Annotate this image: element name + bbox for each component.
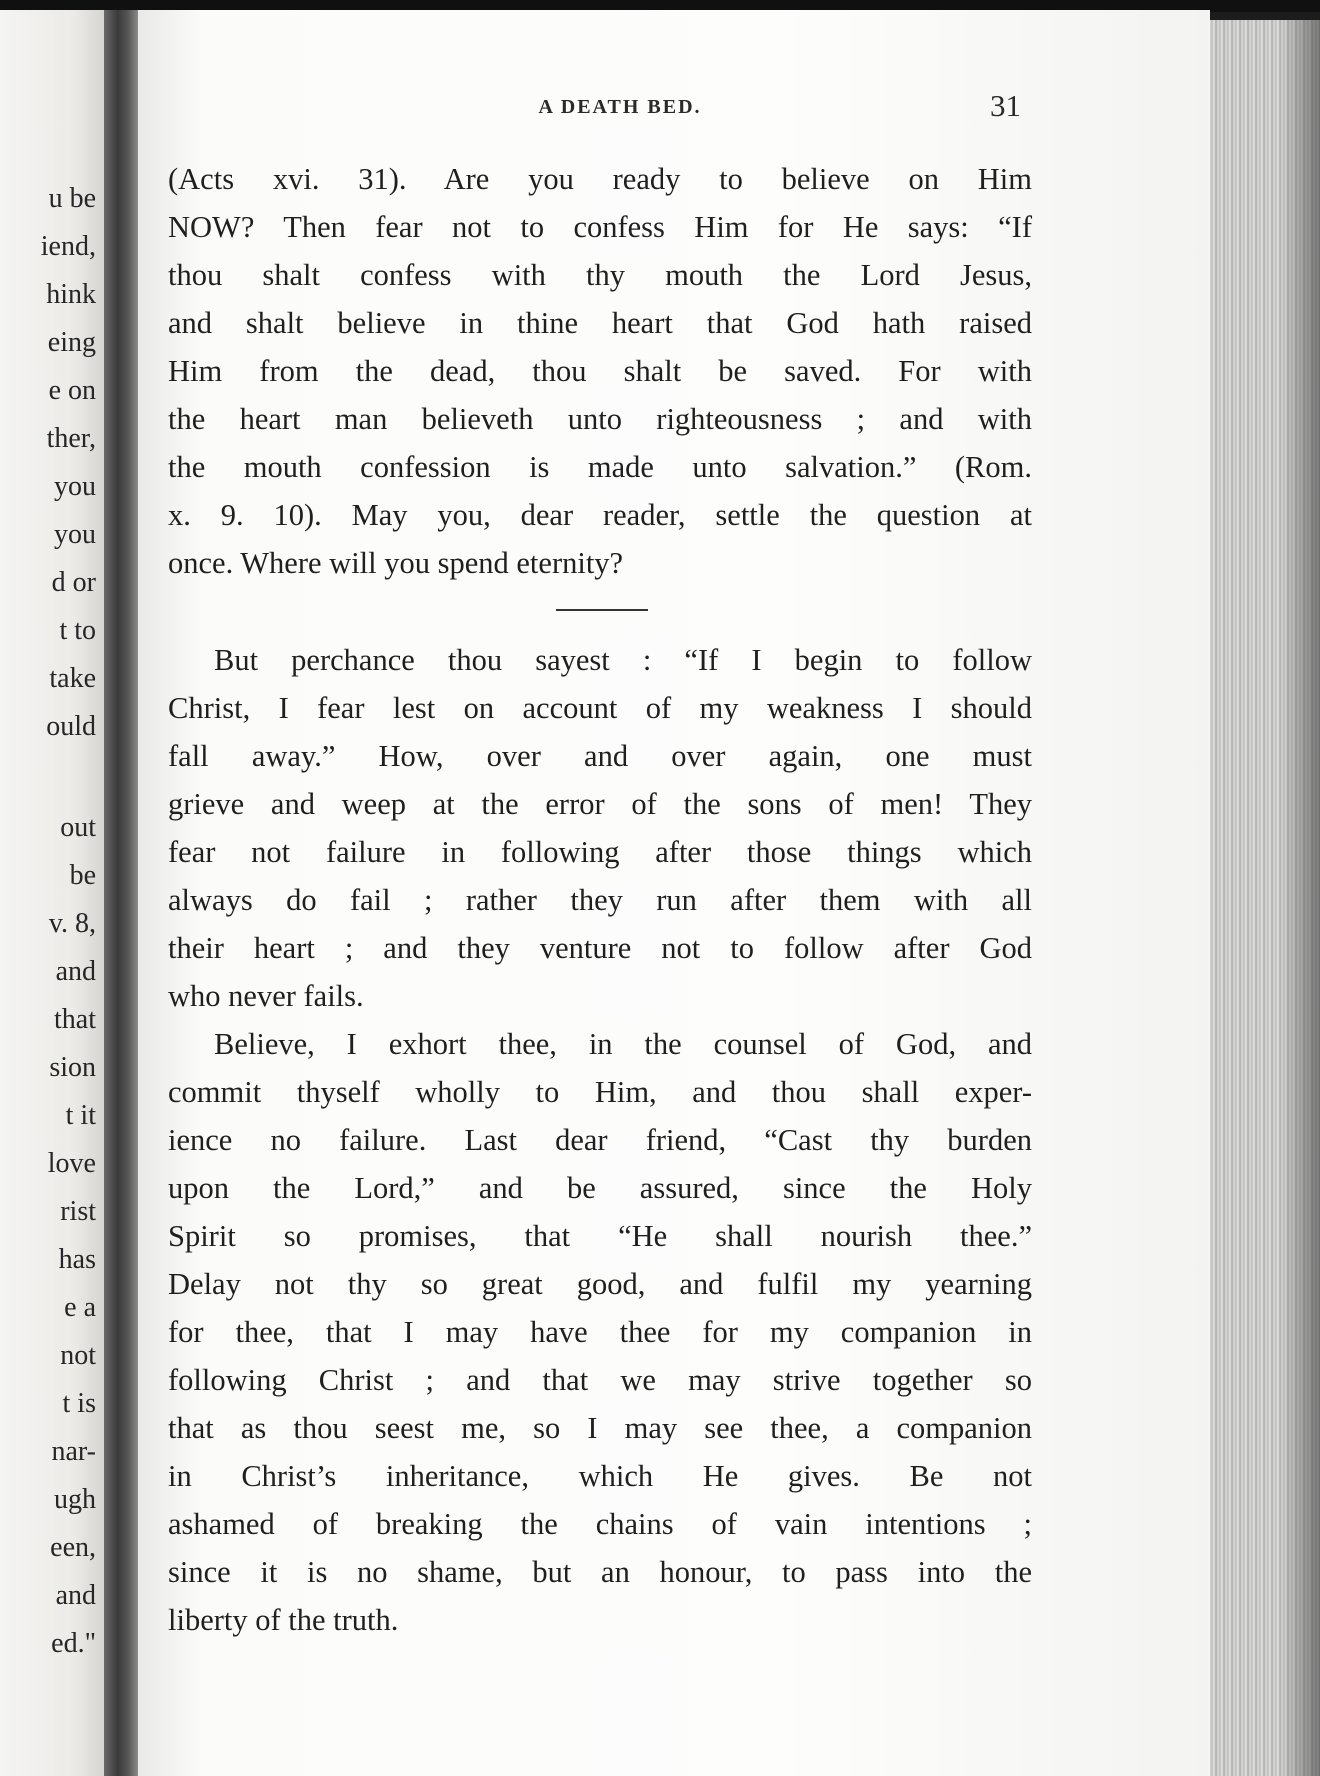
paragraph-continued [168,155,1032,587]
paragraph [168,1020,1032,1644]
text-line: their heart ; and they venture not to follow after God [168,931,1032,965]
text-line: grieve and weep at the error of the sons of men! They [168,787,1032,821]
left-page-line: be [69,860,96,891]
text-line: for thee, that I may have thee for my companion in [168,1315,1032,1349]
text-line: commit thyself wholly to Him, and thou shall exper- [168,1075,1032,1109]
text-line: once. Where will you spend eternity? [168,546,624,580]
text-line: Christ, I fear lest on account of my weakness I should [168,691,1032,725]
left-page-line: ed." [51,1628,96,1659]
text-line: Believe, I exhort thee, in the counsel of God, and [214,1027,1032,1061]
left-page-line: rist [60,1196,96,1227]
left-page-line: een, [50,1532,96,1563]
paragraph [168,636,1032,1020]
running-title: A DEATH BED. [538,96,702,118]
text-line: Spirit so promises, that “He shall nourish thee.” [168,1219,1032,1253]
text-line: But perchance thou sayest : “If I begin to follow [214,643,1032,677]
book-gutter [104,10,138,1776]
text-line: (Acts xvi. 31). Are you ready to believe on Him [168,162,1032,196]
left-page-line: and [55,1580,96,1611]
page-number: 31 [990,88,1021,123]
left-page-line: t to [59,615,96,646]
left-page-line: hink [46,279,96,310]
text-line: that as thou seest me, so I may see thee, a companion [168,1411,1032,1445]
left-page-line: you [54,471,96,502]
text-line: fall away.” How, over and over again, one must [168,739,1032,773]
left-page-line: iend, [40,231,96,262]
text-line: ience no failure. Last dear friend, “Cast thy burden [168,1123,1032,1157]
left-page-line: you [54,519,96,550]
left-facing-page [0,10,104,1776]
text-line: fear not failure in following after those things which [168,835,1032,869]
left-page-line: e a [64,1292,96,1323]
left-page-line: t it [65,1100,96,1131]
left-page-line: love [47,1148,96,1179]
left-page-line: take [49,663,96,694]
text-line: since it is no shame, but an honour, to pass into the [168,1555,1032,1589]
text-line: always do fail ; rather they run after them with all [168,883,1032,917]
left-page-line: has [58,1244,96,1275]
text-line: who never fails. [168,979,364,1013]
left-page-line: t is [62,1388,96,1419]
left-page-line: ugh [54,1484,96,1515]
left-page-line: ther, [46,423,96,454]
left-page-line: sion [49,1052,96,1083]
left-page-line: e on [48,375,96,406]
text-line: Delay not thy so great good, and fulfil my yearning [168,1267,1032,1301]
left-page-line: nar- [51,1436,96,1467]
text-line: ashamed of breaking the chains of vain intentions ; [168,1507,1032,1541]
text-line: Him from the dead, thou shalt be saved. For with [168,354,1032,388]
left-page-line: eing [47,327,96,358]
left-page-line: ould [46,711,96,742]
text-line: following Christ ; and that we may strive together so [168,1363,1032,1397]
left-page-line: v. 8, [48,908,96,939]
left-page-line: and [55,956,96,987]
left-page-line: d or [51,567,96,598]
text-line: NOW? Then fear not to confess Him for He says: “If [168,210,1032,244]
left-page-line: that [54,1004,96,1035]
section-divider [556,609,648,611]
text-line: the heart man believeth unto righteousness ; and with [168,402,1032,436]
text-line: thou shalt confess with thy mouth the Lord Jesus, [168,258,1032,292]
text-line: the mouth confession is made unto salvation.” (Rom. [168,450,1032,484]
left-page-line: not [60,1340,96,1371]
text-line: and shalt believe in thine heart that God hath raised [168,306,1032,340]
text-line: liberty of the truth. [168,1603,399,1637]
page-edges [1210,20,1320,1776]
text-line: in Christ’s inheritance, which He gives. Be not [168,1459,1032,1493]
left-page-line: u be [48,183,96,214]
text-line: upon the Lord,” and be assured, since the Holy [168,1171,1032,1205]
text-line: x. 9. 10). May you, dear reader, settle the question at [168,498,1032,532]
left-page-line: out [60,812,96,843]
